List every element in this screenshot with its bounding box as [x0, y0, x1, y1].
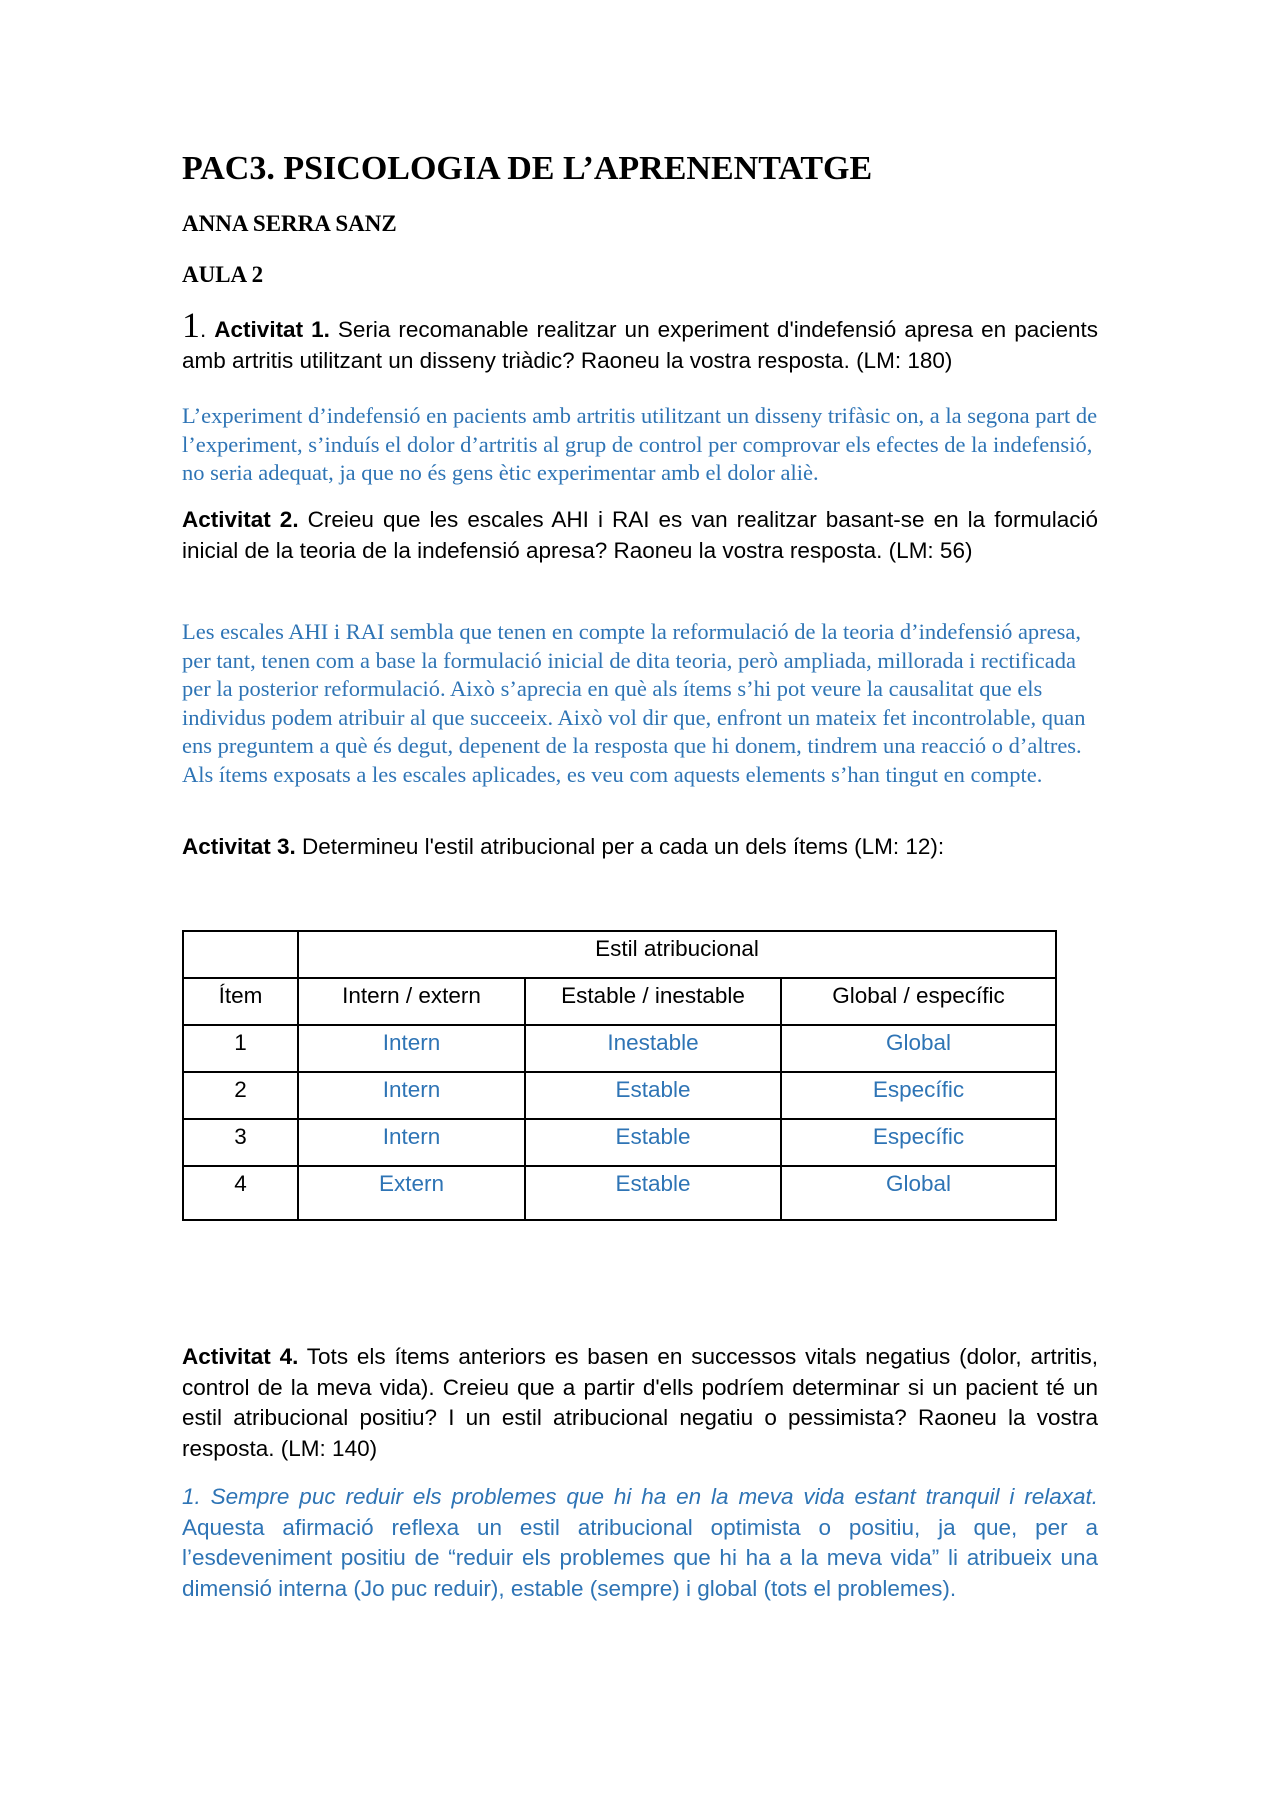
table-cell-value: Específic	[781, 1119, 1056, 1166]
activity-1-number-sep: .	[200, 317, 207, 342]
table-row	[183, 1025, 1056, 1072]
table-row	[183, 1119, 1056, 1166]
table-cell-value: Estable	[525, 1166, 781, 1220]
table-cell-value: Global	[781, 1025, 1056, 1072]
class-group: AULA 2	[182, 262, 264, 287]
table-column-header: Ítem	[183, 978, 298, 1025]
table-cell-value: Intern	[298, 1025, 525, 1072]
activity-1-label: Activitat 1.	[214, 317, 330, 342]
table-header-group-row	[183, 931, 1056, 978]
table-cell-value: Estable	[525, 1072, 781, 1119]
activity-4-question-text: Tots els ítems anteriors es basen en successos vitals negatius (dolor, artritis, control de la meva vida). Creieu que a partir d'ells podríem determinar si un pacient té un estil atribucional positiu? I un estil atribucional negatiu o pessimista? Raoneu la vostra resposta. (LM: 140)	[182, 1344, 1098, 1461]
table-cell-item: 4	[183, 1166, 298, 1220]
activity-4-answer-text: Aquesta afirmació reflexa un estil atribucional optimista o positiu, ja que, per a l’esdeveniment positiu de “reduir els problemes que hi ha a la meva vida” li atribueix una dimensió interna (Jo puc reduir), estable (sempre) i global (tots el problemes).	[182, 1514, 1098, 1601]
activity-4-question	[182, 1342, 1098, 1464]
activity-1-question-text: Seria recomanable realitzar un experiment d'indefensió apresa en pacients amb artritis utilitzant un disseny triàdic? Raoneu la vostra resposta. (LM: 180)	[182, 317, 1098, 373]
table-cell-item: 2	[183, 1072, 298, 1119]
activity-1-question	[182, 305, 1098, 376]
activity-2-label: Activitat 2.	[182, 507, 299, 532]
table-group-header: Estil atribucional	[298, 931, 1056, 978]
table-cell-item: 3	[183, 1119, 298, 1166]
table-cell-item: 1	[183, 1025, 298, 1072]
activity-4-answer-item: 1. Sempre puc reduir els problemes que hi ha en la meva vida estant tranquil i relaxat.	[182, 1484, 1098, 1509]
table-cell-value: Extern	[298, 1166, 525, 1220]
activity-1-number: 1	[182, 305, 200, 345]
table-cell-value: Específic	[781, 1072, 1056, 1119]
attribution-style-table	[182, 930, 1057, 1221]
table-column-header: Intern / extern	[298, 978, 525, 1025]
table-cell-value: Intern	[298, 1072, 525, 1119]
table-row	[183, 1166, 1056, 1220]
activity-1-answer: L’experiment d’indefensió en pacients amb artritis utilitzant un disseny trifàsic on, a la segona part de l’experiment, s’induís el dolor d’artritis al grup de control per comprovar els efectes de la indefensió, no seria adequat, ja que no és gens ètic experimentar amb el dolor aliè.	[182, 403, 1098, 485]
table-empty-corner	[183, 931, 298, 978]
author-name: ANNA SERRA SANZ	[182, 211, 397, 236]
table-cell-value: Intern	[298, 1119, 525, 1166]
table-header-row	[183, 978, 1056, 1025]
activity-3-question-text: Determineu l'estil atribucional per a cada un dels ítems (LM: 12):	[295, 834, 945, 859]
activity-3-question	[182, 832, 1098, 863]
table-cell-value: Estable	[525, 1119, 781, 1166]
table-column-header: Global / específic	[781, 978, 1056, 1025]
table-row	[183, 1072, 1056, 1119]
activity-2-question	[182, 505, 1098, 566]
document-title: PAC3. PSICOLOGIA DE L’APRENENTATGE	[182, 150, 873, 187]
activity-4-label: Activitat 4.	[182, 1344, 299, 1369]
activity-2-answer: Les escales AHI i RAI sembla que tenen en compte la reformulació de la teoria d’indefensió apresa, per tant, tenen com a base la formulació inicial de dita teoria, però ampliada, millorada i rectificada per la posterior reformulació. Això s’aprecia en què als ítems s’hi pot veure la causalitat que els individus podem atribuir al que succeeix. Això vol dir que, enfront un mateix fet incontrolable, quan ens preguntem a què és degut, depenent de la resposta que hi donem, tindrem una reacció o d’altres. Als ítems exposats a les escales aplicades, es veu com aquests elements s’han tingut en compte.	[182, 619, 1086, 787]
activity-3-label: Activitat 3.	[182, 834, 296, 859]
table-cell-value: Inestable	[525, 1025, 781, 1072]
table-cell-value: Global	[781, 1166, 1056, 1220]
table-column-header: Estable / inestable	[525, 978, 781, 1025]
activity-2-question-text: Creieu que les escales AHI i RAI es van realitzar basant-se en la formulació inicial de la teoria de la indefensió apresa? Raoneu la vostra resposta. (LM: 56)	[182, 507, 1098, 563]
activity-4-answer	[182, 1482, 1098, 1604]
